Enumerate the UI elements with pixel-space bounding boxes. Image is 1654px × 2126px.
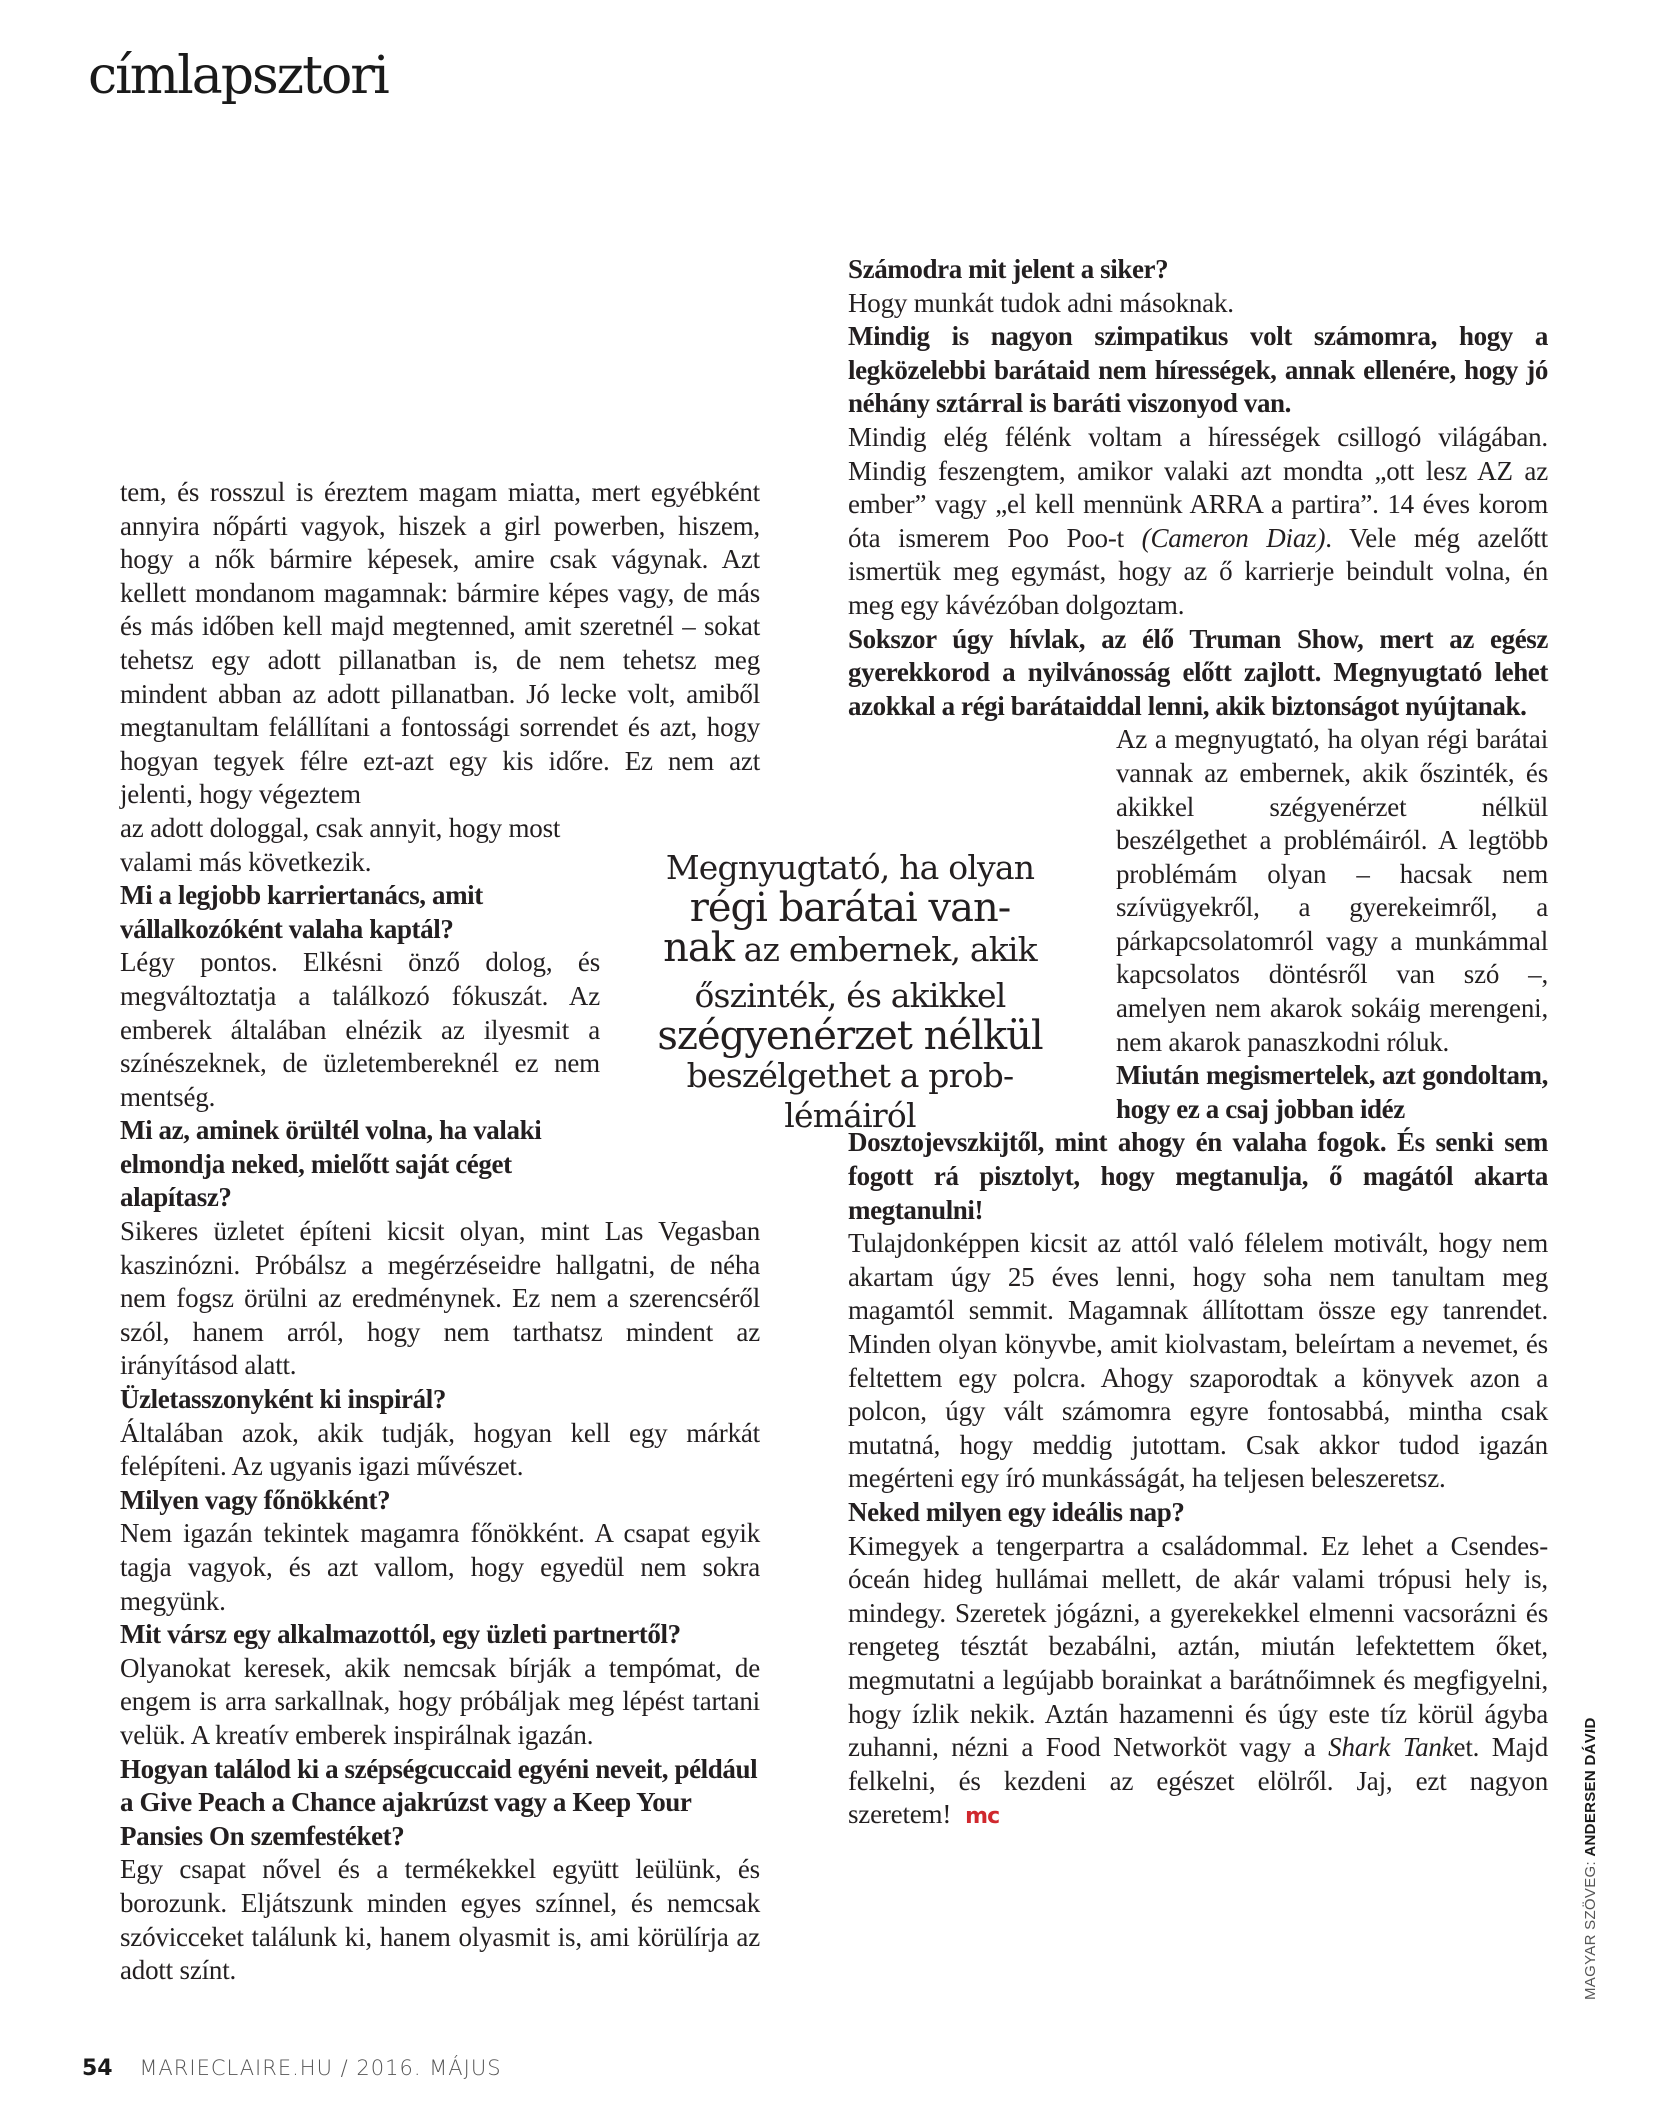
question: Neked milyen egy ideális nap? <box>848 1496 1185 1527</box>
question-continued: Dosztojevszkijtől, mint ahogy én valaha fogok. És senki sem fogott rá pisztolyt, hogy megtanulja, ő magától akarta megtanulni! <box>848 1127 1548 1225</box>
answer: Olyanokat keresek, akik nemcsak bírják a tempómat, de engem is arra sarkallnak, hogy próbáljak meg lépést tartani velük. A kreatív emberek inspirálnak igazán. <box>120 1652 760 1750</box>
answer: Mindig elég félénk voltam a hírességek csillogó világában. Mindig feszengtem, amikor valaki azt mondta „ott lesz AZ az ember” vagy „el kell mennünk ARRA a partira”. 14 éves korom óta ismerem Poo Poo-t (Cameron Diaz). Vele még azelőtt ismertük meg egymást, hogy az ő karrierje beindult volna, én meg egy kávézóban dolgoztam. <box>848 421 1548 620</box>
question: Hogyan találod ki a szépségcuccaid egyéni neveit, például a Give Peach a Chance ajakrúzst vagy a Keep Your Pansies On szemfestéket? <box>120 1753 758 1851</box>
question: Mindig is nagyon szimpatikus volt számomra, hogy a legközelebbi barátaid nem hírességek, annak ellenére, hogy jó néhány sztárral is baráti viszonyod van. <box>848 321 1548 419</box>
answer: Légy pontos. Elkésni önző dolog, és megváltoztatja a találkozó fókuszát. Az emberek általában elnézik az ilyesmit a színészeknek, de üzletembereknél ez nem mentség. <box>120 947 600 1112</box>
credit-name: ANDERSEN DÁVID <box>1582 1717 1599 1857</box>
question: Milyen vagy főnökként? <box>120 1484 391 1515</box>
answer: Nem igazán tekintek magamra főnökként. A csapat egyik tagja vagyok, és azt vallom, hogy egyedül nem sokra megyünk. <box>120 1518 760 1616</box>
pull-quote-line: az embernek, akik <box>733 930 1037 969</box>
pull-quote-line: szégyenérzet nélkül <box>657 1013 1043 1059</box>
question: Mi az, aminek örültél volna, ha valaki elmondja neked, mielőtt saját céget alapítasz? <box>120 1115 542 1213</box>
intro-paragraph-continued: az adott dologgal, csak annyit, hogy most valami más következik. <box>120 812 561 877</box>
right-column <box>848 253 1548 1834</box>
pull-quote-line: lémáiról <box>784 1096 916 1135</box>
question: Mi a legjobb karriertanács, amit vállalkozóként valaha kaptál? <box>120 880 483 944</box>
italic-name: (Cameron Diaz) <box>1141 522 1326 553</box>
translation-credit <box>1582 1717 1599 2000</box>
answer: Sikeres üzletet építeni kicsit olyan, mint Las Vegasban kaszinózni. Próbálsz a megérzéseidre hallgatni, de néha nem fogsz örülni az eredménynek. Ez nem a szerencséről szól, hanem arról, hogy nem tarthatsz mindent az irányításod alatt. <box>120 1216 760 1381</box>
question: Üzletasszonyként ki inspirál? <box>120 1384 446 1415</box>
page-footer <box>82 2056 502 2081</box>
indented-block <box>1116 723 1548 1126</box>
pull-quote-line: régi barátai van- <box>689 885 1011 931</box>
italic-show-title: Shark Tank <box>1328 1732 1454 1763</box>
intro-paragraph: tem, és rosszul is éreztem magam miatta, mert egyébként annyira nőpárti vagyok, hiszek a girl powerben, hiszem, hogy a nők bármire képesek, amire csak vágynak. Azt kellett mondanom magamnak: bármire képes vagy, de más és más időben kell majd megtenned, amit szeretnél – sokat tehetsz egy adott pillanatban is, de nem tehetsz meg mindent abban az adott pillanatban. Jó lecke volt, amiből megtanultam felállítani a fontossági sorrendet és azt, hogy hogyan tegyek félre ezt-azt egy kis időre. Ez nem azt jelenti, hogy végeztem <box>120 477 760 810</box>
section-title: címlapsztori <box>88 46 388 106</box>
pull-quote-line: beszélgethet a prob- <box>686 1056 1014 1095</box>
pull-quote-line: nak <box>663 925 734 971</box>
answer: Az a megnyugtató, ha olyan régi barátai vannak az embernek, akik őszinték, és akikkel szégyenérzet nélkül beszélgethet a problémáiról. A legtöbb problémám olyan – hacsak nem szívügyekről, a gyerekeimről, a párkapcsolatomról vagy a munkámmal kapcsolatos döntésről van szó –, amelyen nem akarok sokáig merengeni, nem akarok panaszkodni róluk. <box>1116 724 1548 1057</box>
pull-quote-line: Megnyugtató, ha olyan <box>665 848 1035 887</box>
page-number: 54 <box>82 2056 113 2081</box>
question: Miután megismertelek, azt gondoltam, hogy ez a csaj jobban idéz <box>1116 1060 1548 1124</box>
mc-logo-icon: mc <box>965 1804 1000 1830</box>
question: Számodra mit jelent a siker? <box>848 254 1169 284</box>
answer: Tulajdonképpen kicsit az attól való félelem motivált, hogy nem akartam úgy 25 éves lenni, hogy soha nem tanultam meg magamtól semmit. Magamnak állítottam össze egy tanrendet. Minden olyan könyvbe, amit kiolvastam, beleírtam a nevemet, és feltettem egy polcra. Ahogy szaporodtak a könyvek azon a polcon, úgy vált számomra egyre fontosabbá, mintha csak mutatná, hogy meddig jutottam. Csak akkor tudod igazán megérteni egy író munkásságát, ha teljesen beleszeretsz. <box>848 1228 1548 1494</box>
answer: Általában azok, akik tudják, hogyan kell egy márkát felépíteni. Az ugyanis igazi művészet. <box>120 1417 760 1482</box>
answer: Hogy munkát tudok adni másoknak. <box>848 287 1234 318</box>
question: Mit vársz egy alkalmazottól, egy üzleti partnertől? <box>120 1619 681 1650</box>
left-column <box>120 476 760 1988</box>
credit-label: MAGYAR SZÖVEG: <box>1582 1856 1599 2000</box>
answer: Egy csapat nővel és a termékekkel együtt leülünk, és borozunk. Eljátszunk minden egyes színnel, és nemcsak szóvicceket találunk ki, hanem olyasmit is, ami körülírja az adott színt. <box>120 1854 760 1986</box>
publication-info: MARIECLAIRE.HU / 2016. MÁJUS <box>139 2056 502 2080</box>
answer: Kimegyek a tengerpartra a családommal. Ez lehet a Csendes-óceán hideg hullámai mellett, de akár valami trópusi hely is, mindegy. Szeretek jógázni, a gyerekekkel elmenni vacsorázni és rengeteg tésztát bezabálni, aztán, miután lefektettem őket, megmutatni a legújabb borainkat a barátnőimnek és megfigyelni, hogy ízlik nekik. Aztán hazamenni és úgy este tíz körül ágyba zuhanni, nézni a Food Networköt vagy a Shark Tanket. Majd felkelni, és kezdeni az egészet elölről. Jaj, ezt nagyon szeretem! mc <box>848 1530 1548 1830</box>
pull-quote-line: őszinték, és akikkel <box>694 976 1006 1015</box>
question: Sokszor úgy hívlak, az élő Truman Show, mert az egész gyerekkorod a nyilvánosság előtt zajlott. Megnyugtató lehet azokkal a régi barátaiddal lenni, akik biztonságot nyújtanak. <box>848 623 1548 721</box>
